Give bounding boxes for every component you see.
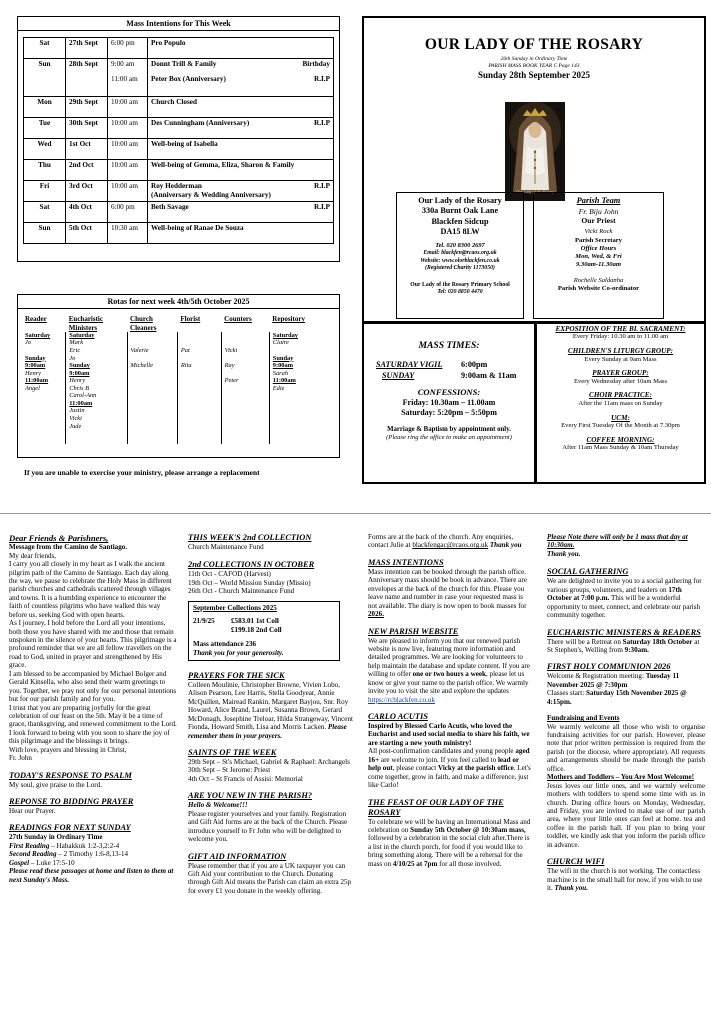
secretary-name: Vicki Rock: [584, 228, 613, 236]
new-parish-welcome: Hello & Welcome!!!: [188, 801, 248, 810]
mass-row: [24, 139, 334, 160]
readings-note: Please read these passages at home and listen to them at next Sunday's Mass.: [9, 867, 174, 884]
collections-column: [188, 533, 353, 895]
website-text-2: , please let us know or give your name to the parish office. We warmly invite you to visit the site and explore the updates: [368, 670, 529, 696]
gift-aid-thanks: Thank you: [489, 541, 522, 550]
address-name: Our Lady of the Rosary: [418, 196, 502, 205]
event-detail: Every Wednesday after 10am Mass: [573, 377, 668, 385]
psalm-response: My soul, give praise to the Lord.: [9, 780, 102, 789]
vigil-time: 6:00pm: [461, 360, 488, 370]
rota-entry: Rita: [180, 361, 192, 369]
one-mass-thanks: Thank you.: [547, 549, 581, 558]
rota-entry: Chris B: [69, 384, 89, 392]
office-hours-label: Office Hours: [580, 244, 617, 252]
marriage-note-2: (Please ring the office to make an appointment): [386, 434, 512, 442]
one-mass-note: Please Note there will only be 1 mass that day at 10:30am.: [547, 533, 688, 550]
rota-entry: Michelle: [130, 361, 153, 369]
mass-row: [24, 223, 334, 244]
rota-entry: Saturday: [69, 331, 95, 339]
intention-note: R.I.P: [314, 74, 330, 83]
rota-entry: Mark: [69, 339, 84, 347]
rota-entry: Valerie: [130, 346, 149, 354]
intention-note: R.I.P: [314, 203, 330, 212]
mass-intention: [148, 97, 334, 118]
mass-intentions-year: 2026.: [368, 610, 384, 619]
event-heading: UCM:: [611, 413, 630, 422]
intention-note: Birthday: [302, 60, 330, 69]
mass-times-title: MASS TIMES:: [418, 340, 480, 351]
letter-paragraph-3: I am blessed to be accompanied by Michael Bolger and Gerald Kinsella, who also send their warm greetings to you. Together, we pray not only for our personal intentions but for our parish family and for you.: [9, 669, 177, 704]
sunday-label: SUNDAY: [382, 371, 415, 381]
mass-intention: [148, 160, 334, 181]
mass-intentions-heading: MASS INTENTIONS: [368, 557, 444, 567]
wifi-thanks: Thank you.: [554, 884, 589, 892]
mass-day: Mon: [24, 97, 66, 118]
rota-entry: Jude: [69, 422, 82, 430]
mass-date: 3rd Oct: [66, 181, 108, 202]
gospel-reading: – Luke 17:5-10: [29, 858, 75, 867]
confession-saturday: Saturday: 5:20pm – 5:50pm: [401, 407, 497, 417]
mass-day: Fri: [24, 181, 66, 202]
our-lady-image: [505, 102, 565, 201]
feast-text-3: for all those involved.: [439, 859, 502, 868]
second-collection-text: Church Maintenance Fund: [188, 543, 264, 551]
rota-entry: Angel: [25, 384, 40, 392]
rota-entry: [131, 339, 174, 347]
mass-time-value: 10:00 am: [111, 119, 138, 128]
fundraising-heading: Fundraising and Events: [547, 714, 620, 723]
mass-date: 30th Sept: [66, 118, 108, 139]
parish-team-box: [533, 192, 664, 319]
communion-text-2: Classes start:: [547, 689, 585, 698]
letter-greeting: My dear friends,: [9, 551, 57, 560]
mass-time-value: 11:00 am: [111, 74, 138, 83]
mass-intention: [148, 181, 334, 202]
events-column: [547, 533, 705, 892]
mass-time: [108, 97, 148, 118]
mass-day: Sun: [24, 223, 66, 244]
feast-rehearsal: 4/10/25 at 7pm: [392, 859, 438, 868]
carlo-lead: lead or help out: [368, 755, 519, 773]
rota-entry: Saturday: [25, 331, 51, 339]
marriage-note: Marriage & Baptism by appointment only.: [387, 426, 511, 434]
rota-entry: [181, 339, 218, 347]
rota-entry: [181, 332, 218, 340]
event-detail: After 11am Mass Sunday & 10am Thursday: [562, 444, 679, 452]
communion-classes: Saturday 15th November 2025 @ 4:15pm.: [547, 689, 687, 706]
event-heading: EXPOSITION OF THE BL SACRAMENT:: [555, 325, 686, 333]
rota-entry: Justin: [69, 407, 85, 415]
rota-entry: Sunday: [272, 354, 294, 362]
rota-column: [66, 332, 127, 444]
saint-2: 30th Sept – St Jerome: Priest: [188, 766, 271, 775]
address-box: [396, 192, 524, 319]
saint-1: 29th Sept – St's Michael, Gabriel & Raphael: Archangels: [188, 758, 350, 766]
mass-row: [24, 59, 334, 97]
mass-time: [108, 59, 148, 97]
mass-row: [24, 181, 334, 202]
rota-entry: 9:00am: [272, 362, 294, 370]
first-reading: – Habakkuk 1:2-3,2:2-4: [49, 841, 120, 850]
rota-entry: [181, 354, 218, 362]
intention-text: Des Cunningham (Anniversary): [151, 119, 250, 128]
first-reading-label: First Reading: [9, 841, 50, 850]
rota-entry: [25, 347, 62, 355]
address-email: Email: blackfen@rcaos.org.uk: [423, 250, 497, 257]
intention-note: R.I.P: [314, 182, 330, 191]
mass-row: [24, 38, 334, 59]
psalm-heading: TODAY'S RESPONSE TO PSALM: [9, 770, 132, 780]
rota-entry: Henry: [69, 377, 86, 385]
mass-intentions-title: Mass Intentions for This Week: [18, 17, 339, 31]
prayers-sick-note: Please remember them in your prayers.: [188, 723, 347, 740]
rota-header: Reader: [25, 315, 47, 324]
mass-time-value: 6:00 pm: [111, 39, 135, 48]
rota-entry: [131, 354, 174, 362]
website-heading: NEW PARISH WEBSITE: [368, 626, 459, 636]
rota-header: Repository: [272, 315, 305, 324]
saints-heading: SAINTS OF THE WEEK: [188, 748, 277, 757]
rota-header: Eucharistic Ministers: [68, 315, 103, 332]
mass-time-value: 10:30 am: [111, 224, 138, 233]
rota-column: [127, 332, 177, 444]
ministers-heading: EUCHARISTIC MINISTERS & READERS: [547, 627, 701, 637]
rota-entry: 11:00am: [25, 377, 49, 385]
intention-note: R.I.P: [314, 119, 330, 128]
rotas-table: [22, 315, 335, 444]
mass-day: Wed: [24, 139, 66, 160]
rota-entry: [131, 332, 174, 340]
event-heading: COFFEE MORNING:: [586, 435, 655, 444]
address-website: Website: www.olorblackfen.co.uk: [420, 257, 500, 264]
mass-date: 5th Oct: [66, 223, 108, 244]
october-collections-heading: 2nd COLLECTIONS IN OCTOBER: [188, 560, 315, 570]
prayers-sick-heading: PRAYERS FOR THE SICK: [188, 670, 285, 680]
rota-note: If you are unable to exercise your ministry, please arrange a replacement: [24, 468, 260, 477]
letter-heading: Dear Friends & Parishners,: [9, 533, 109, 543]
rota-entry: 11:00am: [272, 377, 296, 385]
rota-entry: [225, 332, 266, 340]
mass-intentions-box: [17, 16, 340, 262]
ministers-date: Saturday 18th October: [622, 637, 693, 646]
rota-entry: Jo: [25, 339, 32, 347]
rota-column: [269, 332, 335, 444]
mass-day: Sat: [24, 202, 66, 223]
mass-date: 4th Oct: [66, 202, 108, 223]
intention-text: Well-being of Ranae De Souza: [151, 224, 244, 233]
mass-date: 2nd Oct: [66, 160, 108, 181]
rota-entry: Sunday: [69, 362, 90, 370]
letter-signoff: With love, prayers and blessing in Christ,: [9, 745, 127, 754]
mass-intention: [148, 223, 334, 244]
address-town: Blackfen Sidcup: [431, 216, 489, 226]
event-detail: Every First Tuesday Of the Month at 7.30pm: [561, 421, 680, 429]
carlo-age: aged 16+: [368, 747, 530, 764]
address-street: 330a Burnt Oak Lane: [421, 206, 499, 216]
priest-role: Our Priest: [581, 215, 616, 225]
mass-day: Sun: [24, 59, 66, 97]
office-hours: 9.30am-11.30am: [575, 261, 622, 269]
mass-time: [108, 160, 148, 181]
wifi-heading: CHURCH WIFI: [547, 857, 605, 867]
feast-heading: THE FEAST OF OUR LADY OF THE ROSARY: [368, 797, 504, 817]
rota-entry: [225, 339, 266, 347]
address-charity: (Registered Charity 1173050): [425, 265, 495, 272]
mass-day: Thu: [24, 160, 66, 181]
rota-entry: Ray: [224, 361, 235, 369]
mass-time-value: [111, 191, 144, 200]
mass-times-box: [362, 322, 536, 484]
priest-name: Fr. Biju John: [578, 206, 619, 216]
mass-time: [108, 139, 148, 160]
ministers-text-2: at St Stephen's, Welling from: [547, 637, 700, 654]
rota-header: Florist: [180, 315, 201, 324]
october-collection-3: 26th Oct - Church Maintenance Fund: [188, 587, 295, 596]
social-text-2: This will be a wonderful opportunity to meet, connect, and celebrate our parish community together.: [547, 594, 701, 620]
mass-row: [24, 97, 334, 118]
september-second-collection: £199.18 2nd Coll: [231, 625, 282, 634]
intention-text: Pro Populo: [151, 39, 186, 48]
confession-friday: Friday: 10.30am – 11.00am: [402, 397, 496, 407]
mass-time-value: 9:00 am: [111, 60, 135, 69]
rota-entry: Saturday: [272, 331, 298, 339]
mass-time: [108, 223, 148, 244]
feast-text: To celebrate we will be having an International Mass and celebration on: [368, 817, 531, 834]
mass-date: 28th Sept: [66, 59, 108, 97]
october-collection-1: 11th Oct - CAFOD (Harvest): [188, 570, 271, 579]
image-caption: Our Lady of the Rosary: [516, 189, 554, 194]
generosity-thanks: Thank you for your generosity.: [193, 648, 284, 657]
rota-entry: Edie: [272, 384, 285, 392]
rota-column: [221, 332, 269, 444]
mass-time-value: 10:00 am: [111, 140, 138, 149]
website-hours: one or two hours a week: [412, 670, 486, 679]
rota-column: [22, 332, 66, 444]
rota-entry: Peter: [224, 377, 239, 385]
letter-subheading: Message from the Camino de Santiago.: [9, 543, 128, 552]
mass-date: 27th Sept: [66, 38, 108, 59]
new-parish-text: Please register yourselves and your family. Registration and Gift Aid forms are at the back of the Church. Please introduce yourself to Fr John who will be delighted to welcome you.: [188, 809, 348, 844]
team-title: Parish Team: [576, 196, 621, 205]
bidding-heading: REPONSE TO BIDDING PRAYER: [9, 797, 134, 807]
prayers-sick-names: Colleen Moulinie, Christopher Browne, Vivien Lobo, Alison Pearson, Lee Harris, Stella Goodyear, Annie McQuillen, Mairead Rankin, Margaret Bayjou, Snr. Roy Howard, Alice Brand, Laurel, Susanna Brown, Gerard McDonagh, Josephine Treloar, Hilda Strangeway, Vincent Fionda, Howard Smith, Lisa and Morris Lacken.: [188, 680, 353, 732]
mass-time-value: 10:00 am: [111, 182, 138, 191]
coordinator-name: Rochelle Saldanha: [573, 276, 624, 284]
rota-entry: Claire: [272, 339, 289, 347]
mass-row: [24, 160, 334, 181]
intention-text: Roy Hedderman: [151, 182, 202, 191]
parish-title: OUR LADY OF THE ROSARY: [424, 36, 644, 53]
school-tel: Tel: 020 8850 4470: [437, 289, 483, 296]
carlo-text-2: are welcome to join. If you feel called to: [380, 755, 497, 764]
confessions-title: CONFESSIONS:: [417, 387, 481, 398]
letter-paragraph-2: As I journey, I hold before the Lord all your intentions, both those you have shared with me and those that remain unspoken in the silence of your hearts. This pilgrimage is a profound reminder that we are all fellow travellers on the road to God, united in prayer and strengthened by His grace.: [9, 619, 177, 670]
ministers-time: 9:30am.: [624, 645, 649, 654]
event-detail: Every Friday: 10.30 am to 11.00 am: [572, 333, 669, 341]
letter-column: [9, 533, 177, 884]
intention-text: Church Closed: [151, 98, 197, 107]
second-reading-label: Second Reading: [9, 850, 57, 859]
rota-entry: Sunday: [25, 354, 46, 362]
event-heading: CHOIR PRACTICE:: [589, 391, 652, 400]
mass-intentions-text: Mass intention can be booked through the parish office. Anniversary mass should be book in advance. There are envelopes at the back of the church for this. Please you leave name and number in case your requested mass is not available. The diary is now open to book masses for: [368, 567, 527, 610]
wifi-text: The wifi in the church is not working. The contactless machine is in the small hall for now, if you wish to use it.: [547, 867, 703, 892]
gift-aid-text: Please remember that if you are a UK taxpayer you can Gift Aid your contribution to the Church. Donating through Gift Aid means the Parish can claim an extra 25p for every £1 you donate in the weekly offering.: [188, 861, 352, 895]
rota-entry: Jo: [69, 354, 76, 362]
feast-text-2: followed by a celebration in the social club after.There is a list in the church porch, for food if you would like to bring something along. There will be a rehersal for the mass on: [368, 834, 530, 868]
intention-text: Donnt Trill & Family: [151, 60, 217, 69]
sunday-time: 9:00am & 11am: [461, 371, 517, 381]
mass-time: [108, 202, 148, 223]
mass-time-value: 10:00 am: [111, 98, 138, 107]
september-collections-title: September Collections 2025: [193, 603, 277, 612]
carlo-text: All post-confirmation candidates and young people: [368, 747, 514, 756]
rota-entry: [225, 354, 266, 362]
mass-time-value: 6:00 pm: [111, 203, 135, 212]
rota-entry: [225, 370, 266, 378]
events-box: [535, 322, 706, 484]
mass-time-value: 10:00 am: [111, 161, 138, 170]
mass-day: Sat: [24, 38, 66, 59]
event-heading: PRAYER GROUP:: [592, 369, 649, 378]
bidding-response: Hear our Prayer.: [9, 807, 56, 816]
rota-entry: Eric: [69, 347, 81, 355]
rota-entry: [273, 347, 332, 355]
saint-3: 4th Oct – St Francis of Assisi: Memorial: [188, 774, 303, 783]
intentions-column: [368, 533, 533, 868]
website-text: We are pleased to inform you that our renewed parish website is now live, featuring more information and detailed programmes. We are looking for volunteers to help maintain the database and update content. If you are willing to offer: [368, 636, 530, 679]
intention-text: (Anniversary & Wedding Anniversary): [151, 190, 271, 199]
event-detail: Every Sunday at 9am Mass: [584, 355, 657, 363]
rota-entry: 9:00am: [69, 369, 90, 377]
rota-column: [177, 332, 221, 444]
carlo-text-3: , please contact: [392, 764, 437, 773]
rota-header: Church Cleaners: [130, 315, 157, 332]
secretary-role: Parish Secretary: [575, 236, 622, 244]
mass-day: Tue: [24, 118, 66, 139]
header-box: [362, 16, 706, 323]
gospel-label: Gospel: [9, 858, 30, 867]
mass-intention: [148, 202, 334, 223]
mass-time: [108, 181, 148, 202]
rota-entry: Henry: [25, 369, 41, 377]
mass-row: [24, 118, 334, 139]
mass-intentions-table: [23, 37, 334, 244]
social-date: 17th October at 7:00 p.m.: [547, 585, 682, 603]
gift-aid-email-link[interactable]: blackfengac@rcaos.org.uk: [412, 541, 489, 550]
intention-text: Well-being of Gemma, Eliza, Sharon & Family: [151, 161, 295, 170]
mass-intention: [148, 59, 334, 97]
letter-signature: Fr. John: [9, 754, 32, 763]
second-reading: – 2 Timothy 1:6-8,13-14: [56, 850, 129, 859]
mass-intention: [148, 139, 334, 160]
address-tel: Tel. 020 8300 2697: [435, 242, 485, 249]
mass-time: [108, 38, 148, 59]
ministers-text: There will be a Retreat on: [547, 637, 621, 646]
feast-mass: Sunday 5th October @ 10:30am mass,: [410, 825, 526, 834]
mass-row: [24, 202, 334, 223]
event-heading: CHILDREN'S LITURGY GROUP:: [567, 347, 674, 356]
intention-text: Well-being of Isabella: [151, 140, 218, 149]
mass-date: 29th Sept: [66, 97, 108, 118]
carlo-text-4: . Let's come together, grow in faith, and make a difference, just like Carlo!: [368, 764, 531, 790]
fundraising-text: We warmly welcome all those who wish to organise fundraising activities for our parish. However, please note that prior written permission is required from the parish (or the diocese, where appropriate). All requests and arrangements should be made through the parish office.: [547, 722, 705, 773]
september-date: 21/9/25: [193, 617, 215, 626]
social-heading: SOCIAL GATHERING: [547, 567, 629, 577]
rota-entry: Carol-Ann: [69, 392, 97, 400]
mass-intention: [148, 118, 334, 139]
toddlers-text: Jesus loves our little ones, and we warmly welcome mothers with toddlers to spend some time with us in church. During office hours on Monday, Wednesday, and Friday, you are invited to make use of our parish area, where your little ones can feel at home. tea and coffee in the parish hall. If you plan to bring your toddler, we kindly ask that you inform the parish office in advance.: [547, 781, 705, 849]
address-postcode: DA15 8LW: [440, 226, 480, 236]
rota-entry: Sarah: [272, 369, 289, 377]
intention-text: Peter Box (Anniversary): [151, 74, 226, 83]
october-collection-2: 19th Oct – World Mission Sunday (Missio): [188, 578, 311, 587]
new-parish-heading: ARE YOU NEW IN THE PARISH?: [188, 791, 313, 801]
office-days: Mon, Wed, & Fri: [575, 253, 622, 261]
liturgical-week: 26th Sunday in Ordinary Time: [500, 56, 568, 63]
carlo-heading: CARLO ACUTIS: [368, 712, 428, 721]
readings-sunday: 27th Sunday in Ordinary Time: [9, 833, 103, 842]
mass-book-ref: PARISH MASS BOOK YEAR C Page 143: [488, 62, 580, 69]
madonna-illustration-icon: [505, 102, 565, 201]
rota-entry: 11:00am: [69, 399, 93, 407]
september-first-collection: £583.01 1st Coll: [231, 617, 279, 626]
rotas-box: [17, 294, 340, 458]
mass-intention: [148, 38, 334, 59]
rotas-title: Rotas for next week 4th/5th October 2025: [18, 295, 339, 309]
school-name: Our Lady of the Rosary Primary School: [410, 281, 510, 288]
vigil-label: SATURDAY VIGIL: [376, 360, 443, 370]
rota-entry: Vicki: [224, 346, 238, 354]
section-divider: [0, 513, 711, 514]
letter-paragraph-4: I trust that you are preparing joyfully for the great celebration of our feast on the 5th. May it be a time of grace, thanksgiving, and renewed commitment to the Lord. I look forward to being with you soon to share the joy of this pilgrimage and the blessings it brings.: [9, 703, 177, 746]
readings-heading: READINGS FOR NEXT SUNDAY: [9, 823, 131, 833]
second-collection-heading: THIS WEEK'S 2nd COLLECTION: [188, 533, 312, 542]
social-text: We are delighted to invite you to a social gathering for various groups, volunteers, and leaders on: [547, 577, 702, 594]
toddlers-heading: Mothers and Toddlers – You Are Most Welcome!: [547, 773, 695, 782]
september-collections-box: [188, 601, 340, 661]
mass-attendance: Mass attendance 236: [193, 640, 257, 649]
carlo-intro: Inspired by Blessed Carlo Acutis, who loved the Eucharist and used social media to share his faith, we are starting a new youth ministry!: [368, 722, 530, 747]
mass-date: 1st Oct: [66, 139, 108, 160]
rota-entry: Vicki: [69, 414, 82, 422]
coordinator-role: Parish Website Co-ordinator: [557, 284, 640, 292]
rota-entry: 9:00am: [25, 362, 46, 370]
website-link[interactable]: https://rcblackfen.co.uk: [368, 695, 435, 704]
carlo-contact: Vicky at the parish office: [437, 764, 514, 773]
communion-text: Welcome & Registration meeting:: [547, 672, 644, 681]
bulletin-date: Sunday 28th September 2025: [477, 70, 591, 81]
gift-aid-heading: GIFT AID INFORMATION: [188, 851, 287, 861]
event-detail: After the 11am mass on Sunday: [578, 399, 663, 407]
rota-entry: Pat: [180, 346, 190, 354]
mass-time: [108, 118, 148, 139]
rota-header: Counters: [224, 315, 252, 324]
intention-text: Beth Savage: [151, 203, 189, 212]
communion-heading: FIRST HOLY COMMUNION 2026: [547, 662, 671, 672]
communion-meeting: Tuesday 11 November 2025 @ 7:30pm: [547, 672, 680, 689]
letter-paragraph-1: I carry you all closely in my heart as I walk the ancient pilgrim path of the Camino de Santiago. Each day along the way, we pause to celebrate the Holy Mass in different parish churches and cathedrals scattered through villages and towns. It is a humbling experience to encounter the faith of countless pilgrims who have walked this way before us, seeking God with open hearts.: [9, 560, 172, 619]
gift-aid-forms: Forms are at the back of the church. Any enquiries, contact Julie at: [368, 533, 514, 550]
